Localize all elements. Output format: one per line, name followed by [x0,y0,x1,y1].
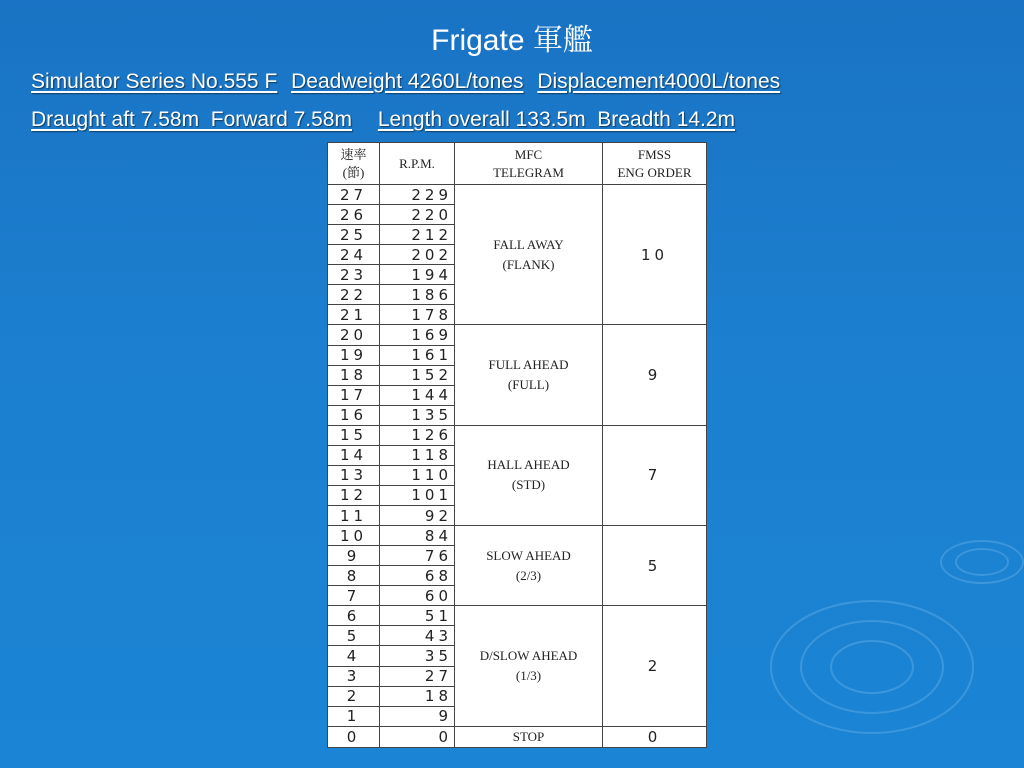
speed-cell: 17 [328,385,380,405]
rpm-cell: 220 [380,205,455,225]
rpm-cell: 51 [380,606,455,626]
speed-table-image [327,142,706,748]
speed-cell: 15 [328,425,380,445]
speed-cell: 1 [328,706,380,726]
rpm-cell: 135 [380,405,455,425]
draught: Draught aft 7.58m Forward 7.58m [31,108,352,131]
eng-order-cell: 7 [603,425,707,525]
speed-cell: 7 [328,586,380,606]
speed-cell: 16 [328,405,380,425]
telegram-cell: D/SLOW AHEAD (1/3) [455,606,603,726]
speed-cell: 19 [328,345,380,365]
telegram-cell: HALL AHEAD (STD) [455,425,603,525]
rpm-cell: 161 [380,345,455,365]
table-body [328,185,707,748]
spec-line-1 [31,70,788,94]
rpm-cell: 202 [380,245,455,265]
table-header-row [328,143,707,185]
rpm-cell: 118 [380,445,455,465]
rpm-cell: 0 [380,726,455,747]
rpm-cell: 229 [380,185,455,205]
header-rpm: R.P.M. [380,143,455,185]
simulator-series: Simulator Series No.555 F [31,70,278,93]
speed-cell: 2 [328,686,380,706]
rpm-cell: 152 [380,365,455,385]
spec-line-2 [31,108,735,132]
rpm-cell: 126 [380,425,455,445]
speed-cell: 26 [328,205,380,225]
rpm-cell: 212 [380,225,455,245]
speed-cell: 0 [328,726,380,747]
telegram-cell: SLOW AHEAD (2/3) [455,526,603,606]
eng-order-cell: 0 [603,726,707,747]
table-row [328,425,707,445]
rpm-cell: 101 [380,485,455,505]
speed-cell: 27 [328,185,380,205]
rpm-cell: 178 [380,305,455,325]
speed-cell: 9 [328,546,380,566]
speed-cell: 20 [328,325,380,345]
rpm-cell: 169 [380,325,455,345]
speed-cell: 10 [328,526,380,546]
rpm-cell: 9 [380,706,455,726]
speed-cell: 4 [328,646,380,666]
rpm-cell: 92 [380,506,455,526]
table-row [328,606,707,626]
speed-cell: 18 [328,365,380,385]
deadweight: Deadweight 4260L/tones [291,70,524,93]
speed-cell: 21 [328,305,380,325]
length-breadth: Length overall 133.5m Breadth 14.2m [377,108,736,131]
rpm-cell: 27 [380,666,455,686]
telegram-cell: FULL AHEAD (FULL) [455,325,603,425]
rpm-cell: 144 [380,385,455,405]
table-row [328,185,707,205]
speed-cell: 13 [328,465,380,485]
slide-title: Frigate 軍艦 [431,24,593,57]
rpm-cell: 18 [380,686,455,706]
table-row [328,325,707,345]
header-mfc: MFC TELEGRAM [455,143,603,185]
rpm-cell: 43 [380,626,455,646]
header-speed: 速率 (節) [328,143,380,185]
speed-cell: 22 [328,285,380,305]
speed-cell: 11 [328,506,380,526]
eng-order-cell: 2 [603,606,707,726]
ripple-decoration [955,548,1009,576]
eng-order-cell: 9 [603,325,707,425]
speed-cell: 8 [328,566,380,586]
rpm-cell: 84 [380,526,455,546]
speed-cell: 23 [328,265,380,285]
speed-cell: 6 [328,606,380,626]
telegram-cell: STOP [455,726,603,747]
rpm-cell: 76 [380,546,455,566]
speed-cell: 5 [328,626,380,646]
eng-order-cell: 5 [603,526,707,606]
ripple-decoration [830,640,914,694]
eng-order-cell: 10 [603,185,707,325]
rpm-cell: 194 [380,265,455,285]
table-row [328,726,707,747]
speed-cell: 3 [328,666,380,686]
rpm-cell: 68 [380,566,455,586]
rpm-cell: 110 [380,465,455,485]
speed-cell: 14 [328,445,380,465]
speed-cell: 25 [328,225,380,245]
rpm-cell: 35 [380,646,455,666]
rpm-cell: 186 [380,285,455,305]
telegram-cell: FALL AWAY (FLANK) [455,185,603,325]
speed-cell: 12 [328,485,380,505]
speed-table [327,142,707,748]
table-row [328,526,707,546]
displacement: Displacement4000L/tones [537,70,781,93]
header-fmss: FMSS ENG ORDER [603,143,707,185]
speed-cell: 24 [328,245,380,265]
rpm-cell: 60 [380,586,455,606]
